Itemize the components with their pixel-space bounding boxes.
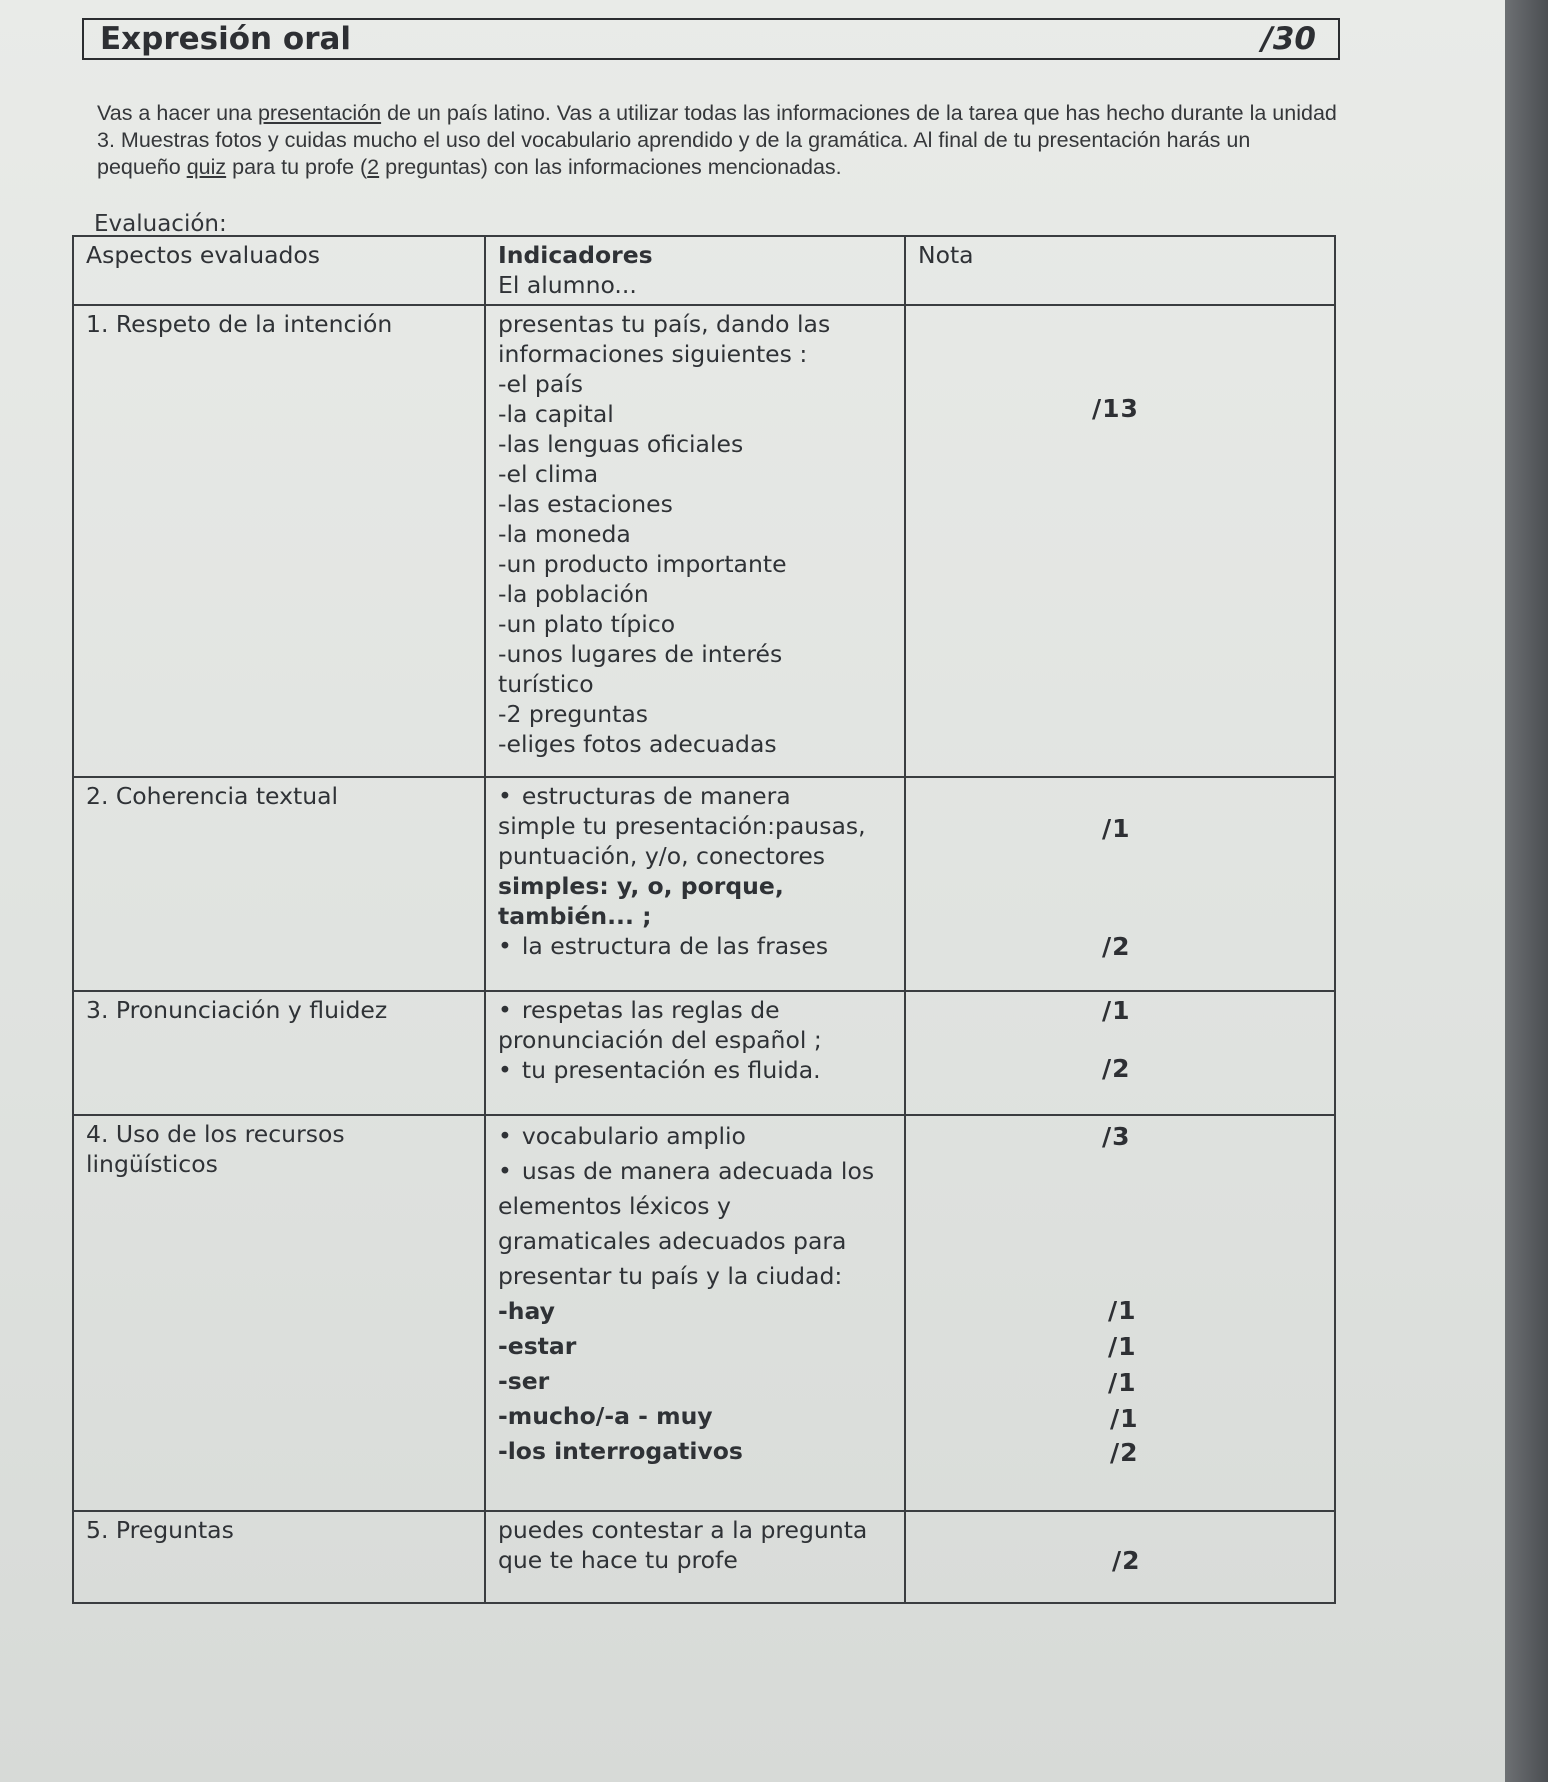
indicator-line: -la moneda xyxy=(498,520,631,548)
aspect-cell: 5. Preguntas xyxy=(73,1511,485,1603)
instructions-paragraph xyxy=(97,100,1337,181)
indicator-line: -estar xyxy=(498,1332,577,1360)
indicator-line: -las estaciones xyxy=(498,490,673,518)
intro-underlined-quiz: quiz xyxy=(186,155,227,179)
document-title: Expresión oral xyxy=(100,21,352,57)
title-box xyxy=(82,18,1340,60)
score-mark: /2 xyxy=(1102,1054,1131,1083)
indicator-line: • usas de manera adecuada los xyxy=(498,1154,892,1189)
indicator-line: -un producto importante xyxy=(498,550,787,578)
nota-cell xyxy=(905,1511,1335,1603)
indicator-line: -hay xyxy=(498,1297,555,1325)
aspect-cell: 1. Respeto de la intención xyxy=(73,305,485,777)
nota-cell xyxy=(905,305,1335,777)
nota-cell xyxy=(905,991,1335,1115)
intro-text-1: Vas a hacer una xyxy=(97,101,258,125)
indicator-line: turístico xyxy=(498,670,594,698)
aspect-cell: 2. Coherencia textual xyxy=(73,777,485,991)
score-mark: /13 xyxy=(1092,394,1139,423)
header-indicadores-sub: El alumno... xyxy=(498,271,637,299)
header-nota: Nota xyxy=(905,236,1335,305)
indicator-line: -eliges fotos adecuadas xyxy=(498,730,777,758)
table-row xyxy=(73,1511,1335,1603)
score-mark: /3 xyxy=(1102,1122,1131,1151)
nota-cell xyxy=(905,1115,1335,1511)
score-mark: /1 xyxy=(1108,1368,1137,1397)
indicator-cell xyxy=(485,305,905,777)
score-mark: /1 xyxy=(1102,814,1131,843)
score-mark: /1 xyxy=(1108,1296,1137,1325)
indicator-line: elementos léxicos y xyxy=(498,1192,731,1220)
intro-text-3: para tu profe ( xyxy=(226,155,368,179)
indicator-line: puedes contestar a la pregunta xyxy=(498,1516,868,1544)
indicator-line: pronunciación del español ; xyxy=(498,1026,822,1054)
indicator-line: simple tu presentación:pausas, xyxy=(498,812,866,840)
aspect-line: lingüísticos xyxy=(86,1150,218,1178)
indicator-line: -la población xyxy=(498,580,649,608)
indicator-line: -la capital xyxy=(498,400,614,428)
indicator-cell xyxy=(485,1115,905,1511)
evaluation-label: Evaluación: xyxy=(94,211,227,237)
indicator-line: presentas tu país, dando las xyxy=(498,310,831,338)
table-header-row xyxy=(73,236,1335,305)
indicator-cell xyxy=(485,991,905,1115)
table-row xyxy=(73,1115,1335,1511)
score-mark: /1 xyxy=(1102,996,1131,1025)
score-mark: /2 xyxy=(1112,1546,1141,1575)
score-mark: /2 xyxy=(1110,1438,1139,1467)
indicator-line: informaciones siguientes : xyxy=(498,340,808,368)
aspect-cell xyxy=(73,1115,485,1511)
indicator-line: -los interrogativos xyxy=(498,1437,743,1465)
header-indicadores xyxy=(485,236,905,305)
score-mark: /1 xyxy=(1110,1404,1139,1433)
aspect-line: 4. Uso de los recursos xyxy=(86,1120,345,1148)
indicator-line: -ser xyxy=(498,1367,550,1395)
intro-underlined-2: 2 xyxy=(367,155,380,179)
table-row xyxy=(73,991,1335,1115)
intro-underlined-presentacion: presentación xyxy=(257,101,382,125)
table-row xyxy=(73,305,1335,777)
indicator-line: • la estructura de las frases xyxy=(498,931,892,961)
indicator-line: que te hace tu profe xyxy=(498,1546,738,1574)
indicator-cell xyxy=(485,777,905,991)
indicator-line: • vocabulario amplio xyxy=(498,1119,892,1154)
total-score: /30 xyxy=(1261,21,1316,57)
indicator-line: presentar tu país y la ciudad: xyxy=(498,1262,843,1290)
indicator-line: • tu presentación es fluida. xyxy=(498,1055,892,1085)
indicator-cell xyxy=(485,1511,905,1603)
nota-cell xyxy=(905,777,1335,991)
screen-edge xyxy=(1505,0,1548,1782)
indicator-line: -2 preguntas xyxy=(498,700,648,728)
score-mark: /1 xyxy=(1108,1332,1137,1361)
score-mark: /2 xyxy=(1102,932,1131,961)
indicator-line: puntuación, y/o, conectores xyxy=(498,842,826,870)
header-indicadores-title: Indicadores xyxy=(498,241,653,269)
indicator-line: gramaticales adecuados para xyxy=(498,1227,847,1255)
indicator-line: -el país xyxy=(498,370,584,398)
indicator-line: también... ; xyxy=(498,902,652,930)
aspect-cell: 3. Pronunciación y fluidez xyxy=(73,991,485,1115)
indicator-line: • respetas las reglas de xyxy=(498,995,892,1025)
indicator-line: -un plato típico xyxy=(498,610,676,638)
intro-text-2: de un país latino. Vas a utilizar todas las informaciones de la tarea que has hecho durante la unidad 3. Muestras fotos y cuidas mucho el uso del vocabulario aprendido y de la gramática. Al final de tu presentación harás un pequeño xyxy=(97,101,1337,179)
intro-text-4: preguntas) con las informaciones mencionadas. xyxy=(379,155,842,179)
header-aspectos: Aspectos evaluados xyxy=(73,236,485,305)
indicator-line: • estructuras de manera xyxy=(498,781,892,811)
indicator-line: simples: y, o, porque, xyxy=(498,872,784,900)
indicator-line: -las lenguas oficiales xyxy=(498,430,744,458)
indicator-line: -el clima xyxy=(498,460,599,488)
evaluation-table xyxy=(72,235,1336,1604)
indicator-line: -mucho/-a - muy xyxy=(498,1402,713,1430)
indicator-line: -unos lugares de interés xyxy=(498,640,783,668)
table-row xyxy=(73,777,1335,991)
